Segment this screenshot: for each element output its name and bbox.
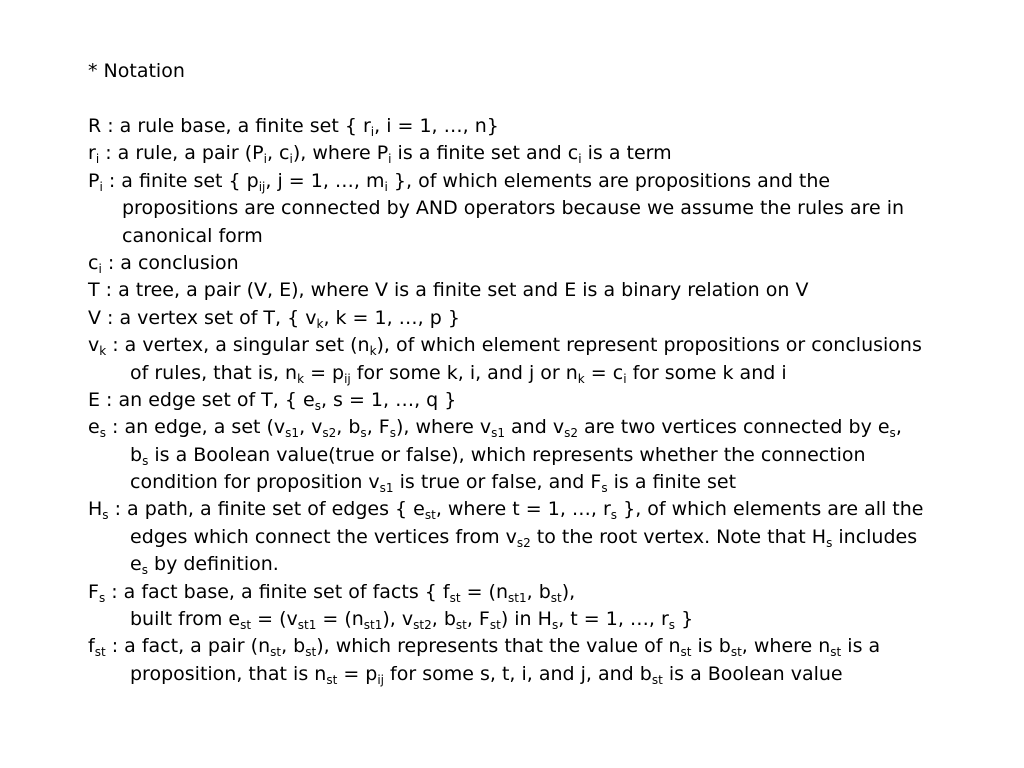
subscript: st [305, 645, 317, 660]
text-run: ) in H [500, 608, 552, 631]
subscript: k [369, 344, 377, 359]
text-run: is a finite set and c [391, 142, 579, 165]
subscript: ij [344, 371, 351, 386]
text-run: }, of which elements are all the [617, 498, 924, 521]
text-run: , v [299, 416, 323, 439]
subscript: s [389, 426, 396, 441]
text-run: : a conclusion [101, 251, 239, 274]
subscript: st [449, 590, 461, 605]
text-run: = (n [316, 608, 364, 631]
text-run: e [130, 553, 142, 576]
definition-list [88, 113, 1008, 688]
subscript: st [680, 645, 692, 660]
text-run: ), where P [292, 142, 389, 165]
text-run: : an edge, a set (v [105, 416, 286, 439]
text-run: is true or false, and F [393, 471, 602, 494]
text-run: T : a tree, a pair (V, E), where V is a finite set and E is a binary relation on V [88, 279, 809, 302]
text-run: = (n [460, 580, 509, 603]
text-run: : a fact, a pair (n [105, 635, 271, 658]
definition-line [88, 496, 1008, 523]
text-run: : a rule, a pair (P [99, 142, 264, 165]
text-run: e [88, 416, 100, 439]
text-run: = p [304, 361, 345, 384]
text-run: }, of which elements are propositions and the [387, 169, 831, 192]
text-run: : a path, a finite set of edges { e [108, 498, 425, 521]
subscript: i [384, 179, 388, 194]
text-run: r [88, 142, 96, 165]
text-run: proposition, that is n [130, 662, 327, 685]
text-run: canonical form [122, 224, 263, 247]
definition-line [88, 414, 1008, 441]
subscript: st [651, 672, 663, 687]
text-run: ), [561, 580, 576, 603]
definition-continuation-line [88, 551, 1008, 578]
text-run: includes [832, 525, 918, 548]
subscript: s1 [285, 426, 300, 441]
text-run: , s = 1, …, q } [320, 388, 457, 411]
definition-continuation-line [88, 606, 1008, 633]
definition-continuation-line [88, 360, 1008, 387]
text-run: P [88, 169, 100, 192]
subscript: s1 [491, 426, 505, 441]
definition-continuation-line [88, 195, 1008, 222]
text-run: , F [366, 416, 390, 439]
text-run: H [88, 498, 103, 521]
text-run: built from e [130, 608, 241, 631]
text-run: ), where v [395, 416, 492, 439]
text-run: to the root vertex. Note that H [530, 525, 827, 548]
definition-continuation-line [88, 469, 1008, 496]
subscript: k [577, 371, 585, 386]
subscript: s [826, 535, 833, 550]
text-run: propositions are connected by AND operators because we assume the rules are in [122, 197, 905, 220]
text-run: c [88, 251, 99, 274]
subscript: i [289, 152, 293, 167]
text-run: , j = 1, …, m [265, 169, 385, 192]
subscript: st [489, 618, 501, 633]
text-run: : a finite set { p [102, 169, 259, 192]
text-run: V : a vertex set of T, { v [88, 306, 317, 329]
text-run: , i = 1, …, n} [374, 115, 499, 137]
text-run: , b [431, 608, 456, 631]
subscript: s2 [516, 535, 531, 550]
subscript: ij [258, 179, 266, 194]
text-run: is a Boolean value(true or false), which represents whether the connection [148, 443, 866, 466]
subscript: st [830, 645, 842, 660]
definition-continuation-line [88, 223, 1008, 250]
definition-continuation-line [88, 442, 1008, 469]
subscript: s [314, 398, 321, 413]
text-run: , k = 1, …, p } [323, 306, 460, 329]
text-run: E : an edge set of T, { e [88, 388, 315, 411]
text-run: are two vertices connected by e [577, 416, 890, 439]
subscript: s [601, 481, 608, 496]
subscript: i [623, 371, 627, 386]
text-run: is b [691, 635, 731, 658]
subscript: i [370, 125, 375, 139]
subscript: i [99, 179, 103, 194]
definition-continuation-line [88, 661, 1008, 688]
definition-line [88, 168, 1008, 195]
subscript: s [142, 453, 149, 468]
subscript: s [889, 426, 896, 441]
text-run: , c [266, 142, 290, 165]
definition-line [88, 277, 1008, 304]
subscript: s [668, 618, 676, 633]
subscript: st [455, 618, 467, 633]
subscript: s [360, 426, 367, 441]
text-run: ), of which element represent propositions or conclusions [376, 334, 922, 357]
subscript: s [102, 508, 109, 523]
text-run: } [675, 608, 694, 631]
subscript: s2 [322, 426, 337, 441]
text-run: of rules, that is, n [130, 361, 298, 384]
definition-line [88, 140, 1008, 167]
text-run: , b [281, 635, 306, 658]
text-run: v [88, 334, 100, 357]
text-run: is a finite set [607, 471, 737, 494]
definition-line [88, 332, 1008, 359]
subscript: i [388, 152, 392, 167]
text-run: and v [505, 416, 565, 439]
text-run: , F [466, 608, 490, 631]
definition-line [88, 387, 1008, 414]
text-run: , [895, 416, 902, 439]
text-run: edges which connect the vertices from v [130, 525, 517, 548]
text-run: , t = 1, …, r [558, 608, 669, 631]
subscript: s [141, 563, 148, 578]
subscript: k [99, 344, 107, 359]
text-run: f [88, 635, 95, 658]
text-run: by definition. [147, 553, 279, 576]
text-run: ), v [382, 608, 414, 631]
text-run: ), which represents that the value of n [316, 635, 681, 658]
text-run: : a fact base, a finite set of facts { f [105, 580, 450, 603]
subscript: st [550, 590, 562, 605]
text-run: b [130, 443, 143, 466]
text-run: = (v [251, 608, 298, 631]
subscript: s [610, 508, 618, 523]
text-run: , b [526, 580, 551, 603]
definition-line [88, 579, 1008, 606]
definition-line [88, 305, 1008, 332]
definition-line [88, 250, 1008, 277]
text-run: R : a rule base, a finite set { r [88, 115, 371, 137]
text-run: F [88, 580, 99, 603]
text-run: , where t = 1, …, r [435, 498, 611, 521]
subscript: ij [377, 672, 385, 687]
text-run: : a vertex, a singular set (n [106, 334, 370, 357]
definition-line [88, 113, 1008, 140]
subscript: s [99, 426, 106, 441]
subscript: st [240, 618, 252, 633]
subscript: st [424, 508, 436, 523]
definition-line [88, 633, 1008, 660]
text-run: = c [584, 361, 624, 384]
subscript: i [98, 261, 102, 276]
definition-continuation-line [88, 524, 1008, 551]
subscript: st [94, 645, 106, 660]
subscript: i [263, 152, 267, 167]
subscript: i [578, 152, 582, 167]
text-run: , b [336, 416, 361, 439]
subscript: s [551, 618, 559, 633]
subscript: st2 [413, 618, 432, 633]
text-run: for some k and i [626, 361, 787, 384]
subscript: st1 [363, 618, 383, 633]
subscript: st [326, 672, 338, 687]
subscript: i [95, 152, 100, 167]
subscript: st [730, 645, 742, 660]
text-run: is a [841, 635, 881, 658]
text-run: for some s, t, i, and j, and b [384, 662, 652, 685]
text-run: , where n [741, 635, 831, 658]
subscript: k [316, 316, 324, 331]
text-run: is a term [581, 142, 672, 165]
subscript: st [270, 645, 282, 660]
subscript: s1 [379, 481, 394, 496]
subscript: s [98, 590, 106, 605]
text-run: = p [337, 662, 378, 685]
subscript: st1 [297, 618, 317, 633]
text-run: is a Boolean value [662, 662, 843, 685]
notation-heading: * Notation [88, 60, 185, 82]
text-run: for some k, i, and j or n [350, 361, 578, 384]
subscript: st1 [508, 590, 527, 605]
text-run: condition for proposition v [130, 471, 380, 494]
subscript: k [297, 371, 305, 386]
subscript: s2 [564, 426, 578, 441]
